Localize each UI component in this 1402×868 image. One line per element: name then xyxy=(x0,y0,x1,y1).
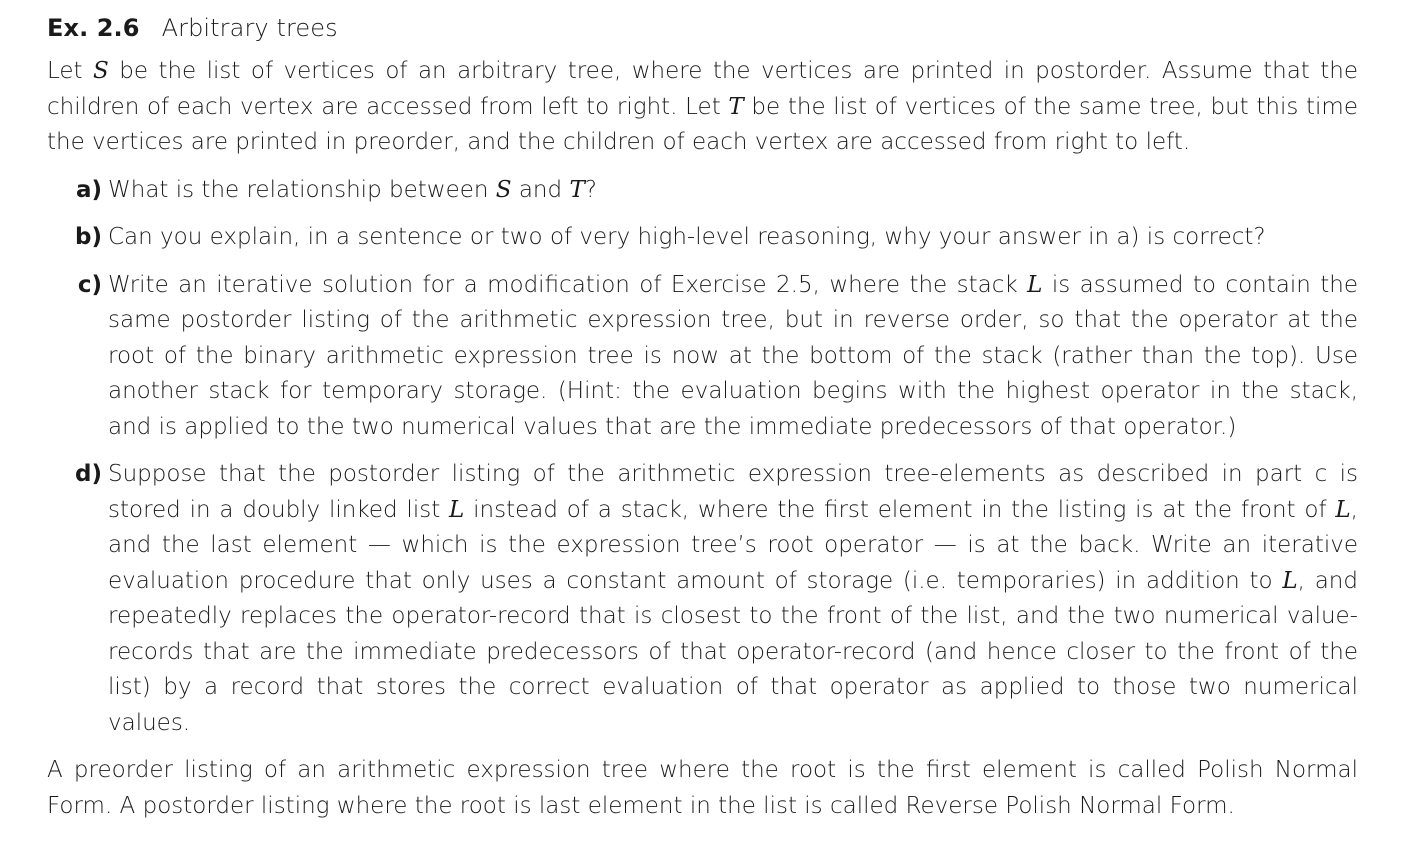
question-a xyxy=(47,173,1358,209)
question-label-c: c) xyxy=(77,271,102,298)
math-T: T xyxy=(569,176,585,203)
question-d-text-2: instead of a stack, where the first element in the listing is at the front of xyxy=(464,496,1336,523)
question-label-d: d) xyxy=(75,461,102,487)
question-c xyxy=(47,268,1358,446)
exercise-title: Arbitrary trees xyxy=(161,14,338,42)
outro-paragraph: A preorder listing of an arithmetic expression tree where the root is the first element is called Polish Normal Form. A postorder listing where the root is last element in the list is called Reverse Polish Normal Form. xyxy=(47,757,1358,819)
question-label-a: a) xyxy=(75,176,102,203)
question-d-text-3: , and the last element — which is the expression tree’s root operator — is at the back. Write an iterative evaluation procedure that only uses a constant amount of storage (i.e. temporaries) in addition to xyxy=(108,496,1358,594)
question-text-c xyxy=(108,268,1358,446)
math-S: S xyxy=(495,176,512,203)
question-c-text-1: Write an iterative solution for a modification of Exercise 2.5, where the stack xyxy=(108,271,1028,298)
question-text-d xyxy=(108,457,1358,741)
question-d-text-1: Suppose that the postorder listing of the arithmetic expression tree-elements as described in part c is stored in a doubly linked list xyxy=(108,461,1358,523)
math-L: L xyxy=(1282,567,1298,594)
question-label-b: b) xyxy=(75,224,102,250)
question-a-text-3: ? xyxy=(584,176,597,203)
question-text-b: Can you explain, in a sentence or two of very high-level reasoning, why your answer in a) is correct? xyxy=(108,224,1266,250)
intro-text-3: be the list of vertices of the same tree, but this time the vertices are printed in preorder, and the children of each vertex are accessed from right to left. xyxy=(47,93,1358,155)
math-L: L xyxy=(449,496,465,523)
question-a-text-2: and xyxy=(511,176,570,203)
math-L: L xyxy=(1335,496,1351,523)
question-b xyxy=(47,220,1358,256)
exercise-heading xyxy=(47,10,1358,46)
question-list xyxy=(47,173,1358,742)
question-d xyxy=(47,457,1358,741)
intro-text-1: Let xyxy=(47,58,94,84)
question-d-text-4: , and repeatedly replaces the operator-record that is closest to the front of the list, and the two numerical value-records that are the immediate predecessors of that operator-record (and hence closer to the front of the list) by a record that stores the correct evaluation of that operator as applied to those two numerical values. xyxy=(108,567,1358,736)
math-L: L xyxy=(1027,271,1043,298)
question-c-text-2: is assumed to contain the same postorder listing of the arithmetic expression tree, but in reverse order, so that the operator at the root of the binary arithmetic expression tree is now at the bottom of the stack (rather than the top). Use another stack for temporary storage. (Hint: the evaluation begins with the highest operator in the stack, and is applied to the two numerical values that are the immediate predecessors of that operator.) xyxy=(108,271,1358,440)
math-T: T xyxy=(728,93,744,120)
question-text-a xyxy=(108,173,1358,209)
intro-text-2: be the list of vertices of an arbitrary tree, where the vertices are printed in postorder. Assume that the children of each vertex are accessed from left to right. Let xyxy=(47,58,1358,120)
exercise-number: Ex. 2.6 xyxy=(47,14,140,42)
intro-paragraph xyxy=(47,54,1358,161)
question-a-text-1: What is the relationship between xyxy=(108,176,496,203)
math-S: S xyxy=(93,58,109,84)
